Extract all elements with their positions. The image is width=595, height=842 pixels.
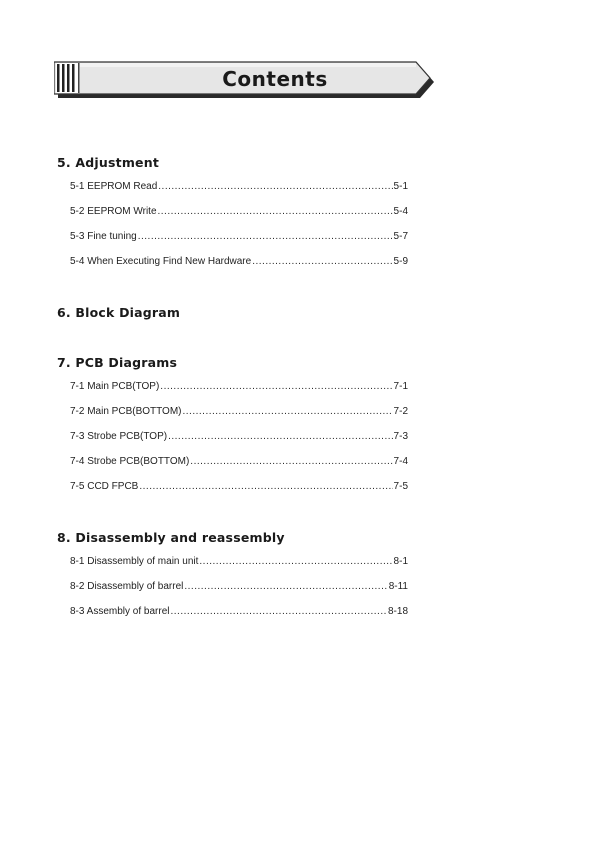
dot-leader — [168, 431, 392, 442]
toc-entry[interactable] — [70, 181, 408, 206]
section-disassembly — [57, 530, 417, 631]
section-pcb-diagrams — [57, 355, 417, 506]
entry-label: 7-1 Main PCB(TOP) — [70, 381, 160, 392]
entry-page: 7-5 — [393, 481, 408, 492]
entry-label: 7-5 CCD FPCB — [70, 481, 139, 492]
section-block-diagram — [57, 305, 417, 320]
entry-label: 5-3 Fine tuning — [70, 231, 137, 242]
entry-label: 7-2 Main PCB(BOTTOM) — [70, 406, 182, 417]
dot-leader — [138, 231, 393, 242]
dot-leader — [252, 256, 392, 267]
dot-leader — [158, 181, 392, 192]
toc-entry[interactable] — [70, 406, 408, 431]
entry-page: 5-7 — [393, 231, 408, 242]
entry-label: 7-3 Strobe PCB(TOP) — [70, 431, 168, 442]
dot-leader — [184, 581, 387, 592]
entry-page: 8-18 — [387, 606, 408, 617]
toc-entry[interactable] — [70, 206, 408, 231]
entry-page: 8-1 — [393, 556, 408, 567]
dot-leader — [139, 481, 392, 492]
entry-page: 7-2 — [393, 406, 408, 417]
toc-entry[interactable] — [70, 556, 408, 581]
dot-leader — [190, 456, 392, 467]
section-adjustment — [57, 155, 417, 281]
entry-label: 8-1 Disassembly of main unit — [70, 556, 199, 567]
entry-page: 5-9 — [393, 256, 408, 267]
entry-page: 5-4 — [393, 206, 408, 217]
section-heading: 5. Adjustment — [57, 155, 159, 170]
dot-leader — [183, 406, 393, 417]
entry-label: 8-2 Disassembly of barrel — [70, 581, 184, 592]
entry-label: 7-4 Strobe PCB(BOTTOM) — [70, 456, 190, 467]
entry-page: 7-1 — [393, 381, 408, 392]
section-heading: 8. Disassembly and reassembly — [57, 530, 285, 545]
entry-page: 7-4 — [393, 456, 408, 467]
toc-entry[interactable] — [70, 581, 408, 606]
toc-entry[interactable] — [70, 481, 408, 506]
dot-leader — [171, 606, 387, 617]
entry-label: 8-3 Assembly of barrel — [70, 606, 170, 617]
dot-leader — [160, 381, 392, 392]
entry-page: 8-11 — [388, 581, 408, 592]
entry-label: 5-4 When Executing Find New Hardware — [70, 256, 252, 267]
page-title: Contents — [222, 67, 328, 91]
toc-entry[interactable] — [70, 606, 408, 631]
toc-entry[interactable] — [70, 431, 408, 456]
entry-page: 5-1 — [393, 181, 408, 192]
contents-banner — [54, 60, 436, 100]
toc-entry[interactable] — [70, 456, 408, 481]
dot-leader — [199, 556, 392, 567]
entry-label: 5-1 EEPROM Read — [70, 181, 158, 192]
toc-entry[interactable] — [70, 256, 408, 281]
toc-entry[interactable] — [70, 231, 408, 256]
entry-page: 7-3 — [393, 431, 408, 442]
entry-label: 5-2 EEPROM Write — [70, 206, 157, 217]
section-heading[interactable]: 6. Block Diagram — [57, 305, 181, 320]
section-heading: 7. PCB Diagrams — [57, 355, 178, 370]
dot-leader — [158, 206, 393, 217]
toc-entry[interactable] — [70, 381, 408, 406]
